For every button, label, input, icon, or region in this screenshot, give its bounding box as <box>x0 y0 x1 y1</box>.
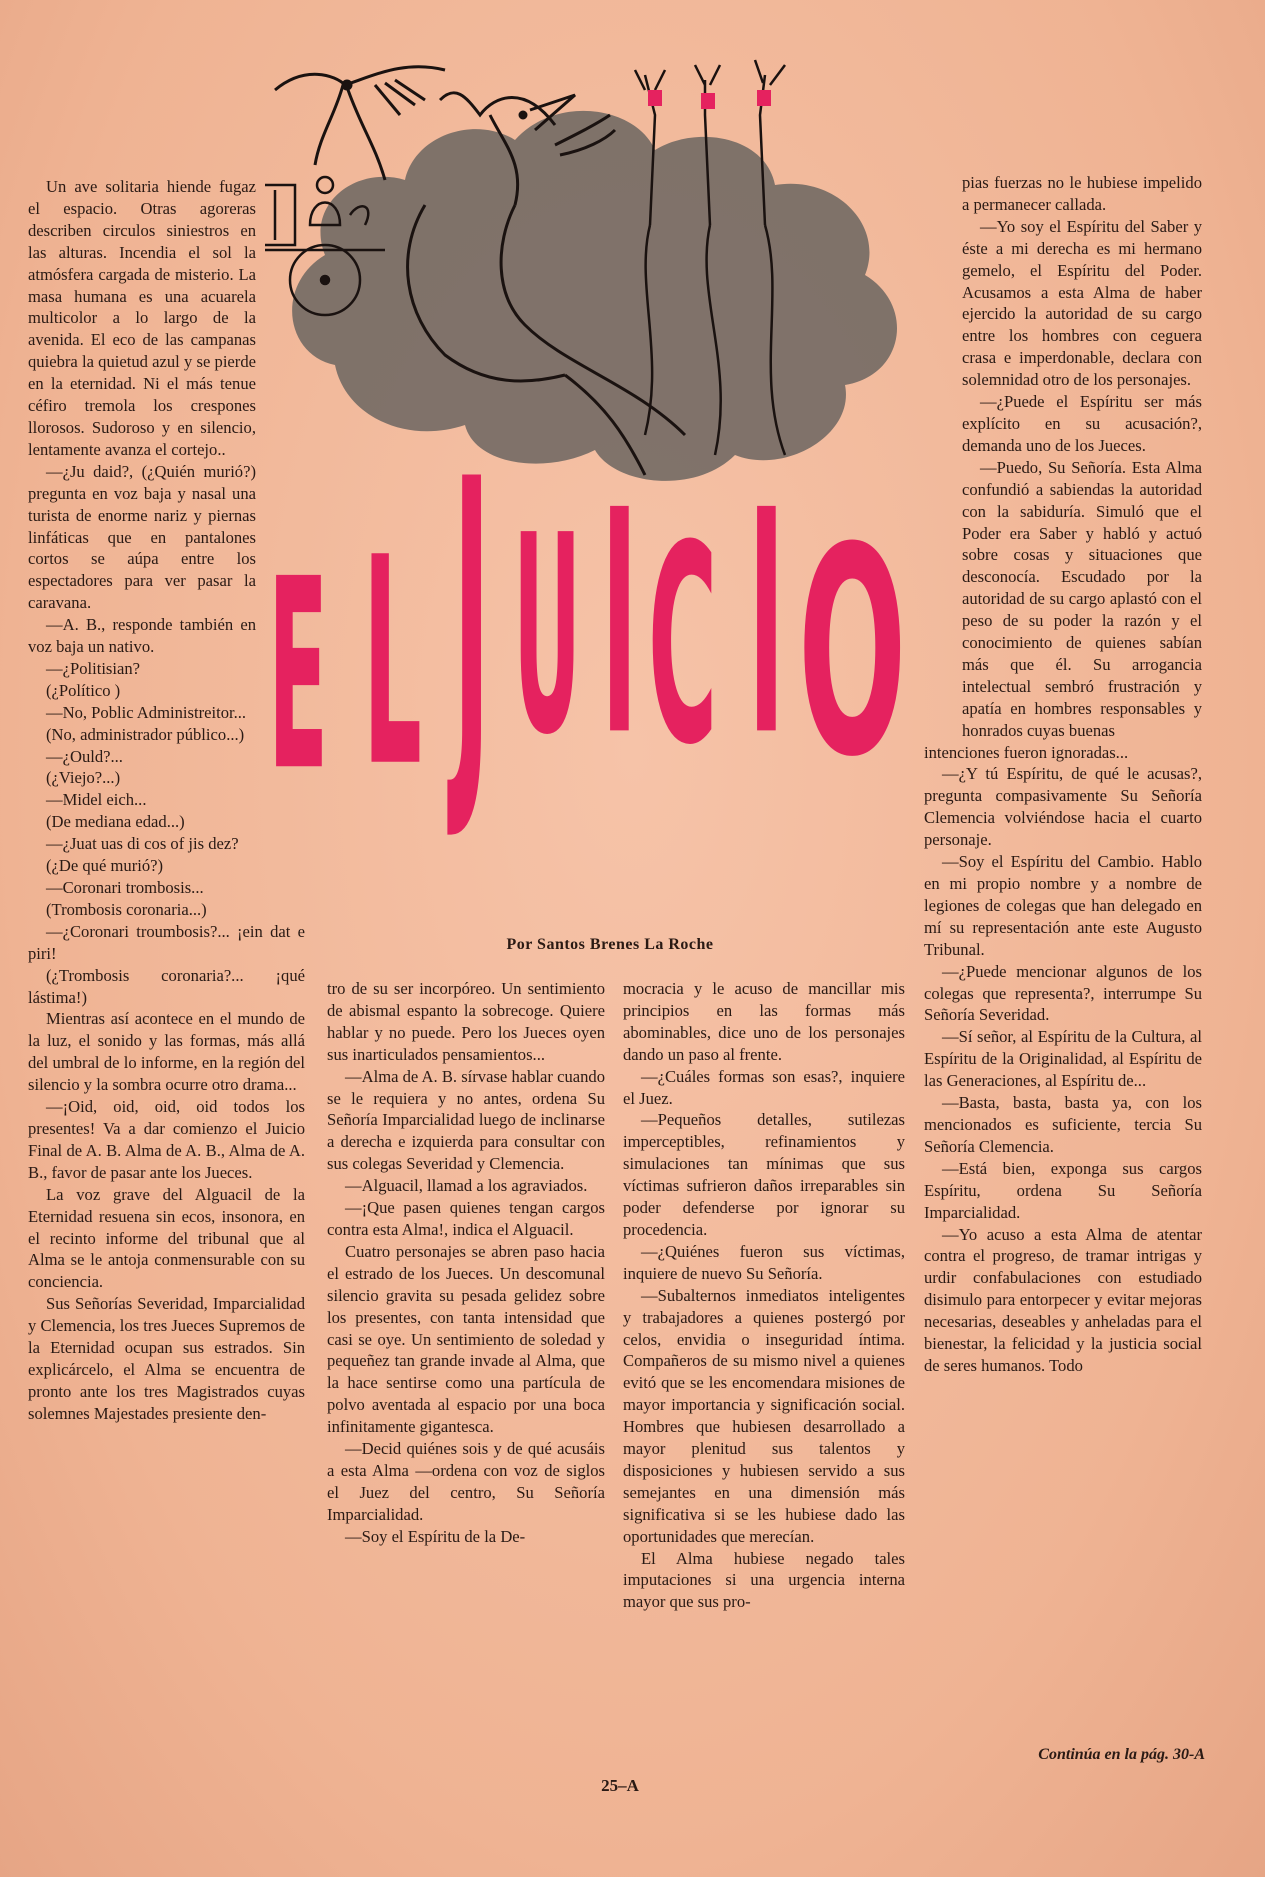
paragraph: —Alguacil, llamad a los agraviados. <box>345 1176 588 1196</box>
ink-wash-cloud <box>292 111 897 481</box>
continued-note: Continúa en la pág. 30-A <box>1038 1746 1205 1763</box>
paragraph: —A. B., responde también en voz baja un nativo. <box>28 615 256 657</box>
paragraph: —¿Juat uas di cos of jis dez? <box>46 834 239 854</box>
paragraph: —¿Ju daid?, (¿Quién murió?) pregunta en voz baja y nasal una turista de enorme nariz y piernas linfáticas que en pantalones cortos se aúpa entre los espectadores para ver pasar la caravana. <box>28 461 256 613</box>
title-letter-i1: I <box>601 444 638 804</box>
column-1 <box>28 176 305 1425</box>
paragraph: —Soy el Espíritu de la De- <box>345 1526 526 1546</box>
column-1-top <box>28 176 256 833</box>
paragraph: Mientras así acontece en el mundo de la luz, el sonido y las formas, más allá del umbral de lo informe, en la región del silencio y la sombra ocurre otro drama... <box>28 1009 305 1095</box>
paragraph: —Está bien, exponga sus cargos Espíritu, ordena Su Señoría Imparcialidad. <box>924 1158 1202 1222</box>
paragraph: —Basta, basta, basta ya, con los mencionados es suficiente, tercia Su Señoría Clemencia. <box>924 1093 1202 1156</box>
paragraph: —¿Ould?... <box>46 746 123 766</box>
paragraph: —Alma de A. B. sírvase hablar cuando se le requiera y no antes, ordena Su Señoría Imparcialidad luego de inclinarse a derecha e izquierda para consultar con sus colegas Severidad y Clemencia. <box>327 1066 605 1174</box>
title-letter-i2: I <box>748 444 785 804</box>
paragraph: (¿Político ) <box>46 680 121 700</box>
paragraph: Un ave solitaria hiende fugaz el espacio. Otras agoreras describen circulos siniestros en las alturas. Incendia el sol la atmósfera cargada de misterio. La masa humana es una acuarela multicolor a lo largo de la avenida. El eco de las campanas quiebra la quietud azul y se pierde en la eternidad. Ni el más tenue céfiro tremola los crespones llorosos. Sudoroso y en silencio, lentamente avanza el cortejo.. <box>28 177 256 459</box>
column-right <box>924 172 1202 1377</box>
paragraph: (¿Trombosis coronaria?... ¡qué lástima!) <box>28 965 305 1007</box>
paragraph: tro de su ser incorpóreo. Un sentimiento de abismal espanto la sobrecoge. Quiere hablar y no puede. Pero los Jueces oyen sus inarticulados pensamientos... <box>327 979 605 1064</box>
paragraph: —¿Quiénes fueron sus víctimas, inquiere de nuevo Su Señoría. <box>623 1241 905 1283</box>
paragraph: —Pequeños detalles, sutilezas imperceptibles, refinamientos y simulaciones tan mínimas que sus víctimas sufrieron daños irreparables sin poder defenderse por ignorar su procedencia. <box>623 1110 905 1239</box>
paragraph: —Soy el Espíritu del Cambio. Hablo en mi propio nombre y a nombre de legiones de colegas que han delegado en mí su representación ante este Augusto Tribunal. <box>924 852 1202 959</box>
byline: Por Santos Brenes La Roche <box>506 936 714 953</box>
column-3 <box>623 978 905 1613</box>
paragraph: —Yo soy el Espíritu del Saber y éste a mi derecha es mi hermano gemelo, el Espíritu del Poder. Acusamos a esta Alma de haber ejercido la autoridad de su cargo entre los hombres con ceguera crasa e imperdonable, declara con solemnidad otro de los personajes. <box>962 216 1202 390</box>
page-number: 25–A <box>601 1776 639 1795</box>
paragraph: —¡Que pasen quienes tengan cargos contra esta Alma!, indica el Alguacil. <box>327 1198 605 1239</box>
paragraph: —¿Politisian? <box>46 658 141 678</box>
paragraph: —Puedo, Su Señoría. Esta Alma confundió a sabiendas la autoridad con la sabiduría. Simuló que el Poder era Saber y habló y actuó sobre cosas y situaciones que desconocía. Escudado por la autoridad de su cargo aplastó con el peso de su poder la razón y el conocimiento de quienes sabían más que él. Su arrogancia intelectual sembró frustración y apatía en hombres responsables y honrados cuyas buenas <box>962 457 1202 740</box>
title-letter-e: E <box>268 522 329 829</box>
paragraph: (No, administrador público...) <box>46 724 245 744</box>
title-letter-u: U <box>513 476 582 796</box>
paragraph: El Alma hubiese negado tales imputaciones si una urgencia interna mayor que sus pro- <box>623 1548 905 1612</box>
paragraph: Cuatro personajes se abren paso hacia el estrado de los Jueces. Un descomunal silencio gravita su pesada gelidez sobre los presentes, con tanta intensidad que casi se oye. Un sentimiento de soledad y pequeñez tan grande invade al Alma, que la hace sentirse como una partícula de polvo aventada al espacio por una boca infinitamente gigantesca. <box>327 1241 605 1437</box>
paragraph: —Yo acuso a esta Alma de atentar contra el progreso, de tramar intrigas y urdir confabulaciones con estudiado disimulo para entorpecer y evitar mejoras necesarias, deseables y anheladas para el bienestar, la felicidad y la justicia social de seres humanos. Todo <box>924 1224 1202 1375</box>
paragraph: (¿De qué murió?) <box>46 856 164 876</box>
column-2 <box>327 978 605 1548</box>
paragraph: —¡Oid, oid, oid, oid todos los presentes! Va a dar comienzo el Juicio Final de A. B. Alma de A. B., Alma de A. B., favor de pasar ante los Jueces. <box>28 1097 305 1182</box>
title-letter-c: C <box>648 486 718 806</box>
paragraph: —¿Coronari troumbosis?... ¡ein dat e piri! <box>28 921 305 963</box>
paragraph: mocracia y le acuso de mancillar mis principios en las formas más abominables, dice uno de los personajes dando un paso al frente. <box>623 979 905 1064</box>
paragraph: La voz grave del Alguacil de la Eternidad resuena sin ecos, insonora, en el recinto informe del tribunal que al Alma se le antoja conmensurable con su conciencia. <box>28 1184 305 1292</box>
paragraph: (Trombosis coronaria...) <box>46 899 207 919</box>
paragraph: —¿Puede mencionar algunos de los colegas que representa?, interrumpe Su Señoría Severidad. <box>924 961 1202 1025</box>
paragraph: Sus Señorías Severidad, Imparcialidad y Clemencia, los tres Jueces Supremos de la Eternidad ocupan sus estrados. Sin explicárcelo, el Alma se encuentra de pronto ante los tres Magistrados cuyas solemnes Majestades presiente den- <box>28 1294 305 1423</box>
paragraph: —Decid quiénes sois y de qué acusáis a esta Alma —ordena con voz de siglos el Juez del centro, Su Señoría Imparcialidad. <box>327 1439 605 1524</box>
title-letter-j: J <box>453 397 491 849</box>
paragraph: —¿Puede el Espíritu ser más explícito en su acusación?, demanda uno de los Jueces. <box>962 392 1202 455</box>
column-right-top <box>924 172 1202 742</box>
paragraph: —Sí señor, al Espíritu de la Cultura, al Espíritu de la Originalidad, al Espíritu de las Generaciones, al Espíritu de... <box>924 1027 1202 1091</box>
title-letter-o: O <box>798 486 907 820</box>
paragraph: —Subalternos inmediatos inteligentes y trabajadores a quienes postergó por celos, envidia o inseguridad íntima. Compañeros de su mismo nivel a quienes evitó que se les encomendara misiones de mayor importancia y significación social. Hombres que hubiesen desarrollado a mayor plenitud sus talentos y disposiciones y hubiesen servido a sus semejantes en una dimensión más significativa si se les hubiese dado las oportunidades que merecían. <box>623 1285 905 1546</box>
paragraph: —Midel eich... <box>46 790 147 810</box>
paragraph: —¿Cuáles formas son esas?, inquiere el Juez. <box>623 1066 905 1108</box>
paragraph: (¿Viejo?...) <box>46 768 121 788</box>
paragraph: —¿Y tú Espíritu, de qué le acusas?, pregunta compasivamente Su Señoría Clemencia volviéndose hacia el cuarto personaje. <box>924 764 1202 850</box>
paragraph: —No, Poblic Administreitor... <box>46 702 247 722</box>
article-title <box>268 397 968 910</box>
paragraph: intenciones fueron ignoradas... <box>924 742 1129 762</box>
paragraph: pias fuerzas no le hubiese impelido a permanecer callada. <box>962 173 1202 214</box>
paragraph: (De mediana edad...) <box>46 812 185 832</box>
title-letter-l: L <box>363 496 422 830</box>
paragraph: —Coronari trombosis... <box>46 878 204 897</box>
